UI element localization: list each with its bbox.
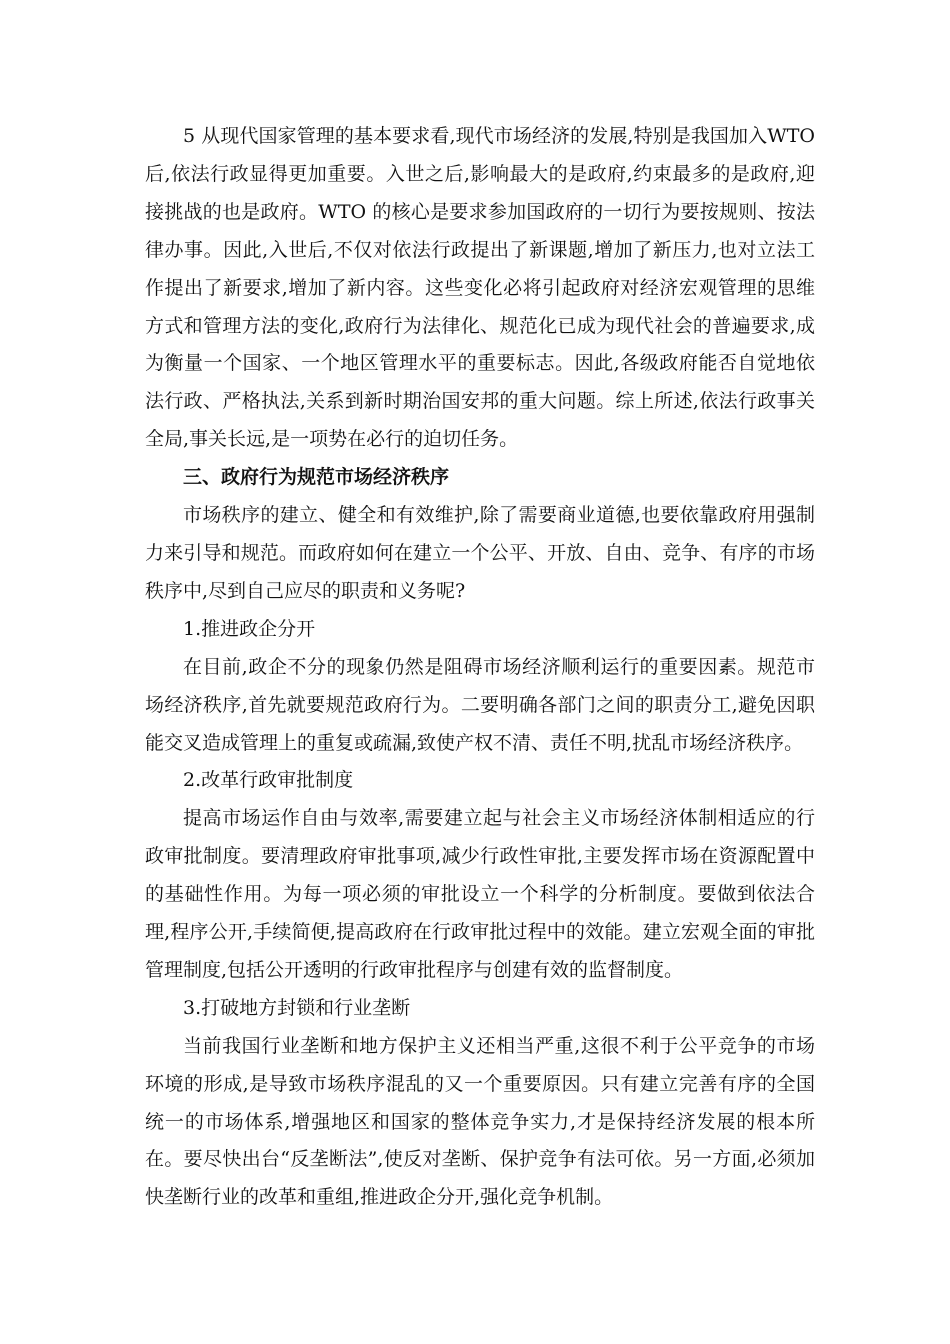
subheading-2: 2.改革行政审批制度 xyxy=(183,769,354,792)
paragraph-intro: 5 从现代国家管理的基本要求看,现代市场经济的发展,特别是我国加入WTO 后,依法行政显得更加重要。入世之后,影响最大的是政府,约束最多的是政府,迎接挑战的也是政府。WTO 的核心是要求参加国政府的一切行为要按规则、按法律办事。因此,入世后,不仅对依法行政提出了新课题,增加了新压力,也对立法工作提出了新要求,增加了新内容。这些变化必将引起政府对经济宏观管理的思维方式和管理方法的变化,政府行为法律化、规范化已成为现代社会的普遍要求,成为衡量一个国家、一个地区管理水平的重要标志。因此,各级政府能否自觉地依法行政、严格执法,关系到新时期治国安邦的重大问题。综上所述,依法行政事关全局,事关长远,是一项势在必行的迫切任务。 xyxy=(145,125,815,451)
document-body xyxy=(145,118,815,1217)
section-heading: 三、政府行为规范市场经济秩序 xyxy=(183,466,450,489)
paragraph-sub-1: 在目前,政企不分的现象仍然是阻碍市场经济顺利运行的重要因素。规范市场经济秩序,首先就要规范政府行为。二要明确各部门之间的职责分工,避免因职能交叉造成管理上的重复或疏漏,致使产权不清、责任不明,扰乱市场经济秩序。 xyxy=(145,655,815,754)
paragraph-sub-3: 当前我国行业垄断和地方保护主义还相当严重,这很不利于公平竞争的市场环境的形成,是导致市场秩序混乱的又一个重要原因。只有建立完善有序的全国统一的市场体系,增强地区和国家的整体竞争实力,才是保持经济发展的根本所在。要尽快出台“反垄断法”,使反对垄断、保护竞争有法可依。另一方面,必须加快垄断行业的改革和重组,推进政企分开,强化竞争机制。 xyxy=(145,1034,815,1209)
subheading-3: 3.打破地方封锁和行业垄断 xyxy=(183,996,411,1019)
paragraph-section-intro: 市场秩序的建立、健全和有效维护,除了需要商业道德,也要依靠政府用强制力来引导和规范。而政府如何在建立一个公平、开放、自由、竞争、有序的市场秩序中,尽到自己应尽的职责和义务呢? xyxy=(145,504,815,602)
subheading-1: 1.推进政企分开 xyxy=(183,617,316,640)
paragraph-sub-2: 提高市场运作自由与效率,需要建立起与社会主义市场经济体制相适应的行政审批制度。要清理政府审批事项,减少行政性审批,主要发挥市场在资源配置中的基础性作用。为每一项必须的审批设立一个科学的分析制度。要做到依法合理,程序公开,手续简便,提高政府在行政审批过程中的效能。建立宏观全面的审批管理制度,包括公开透明的行政审批程序与创建有效的监督制度。 xyxy=(145,807,815,981)
